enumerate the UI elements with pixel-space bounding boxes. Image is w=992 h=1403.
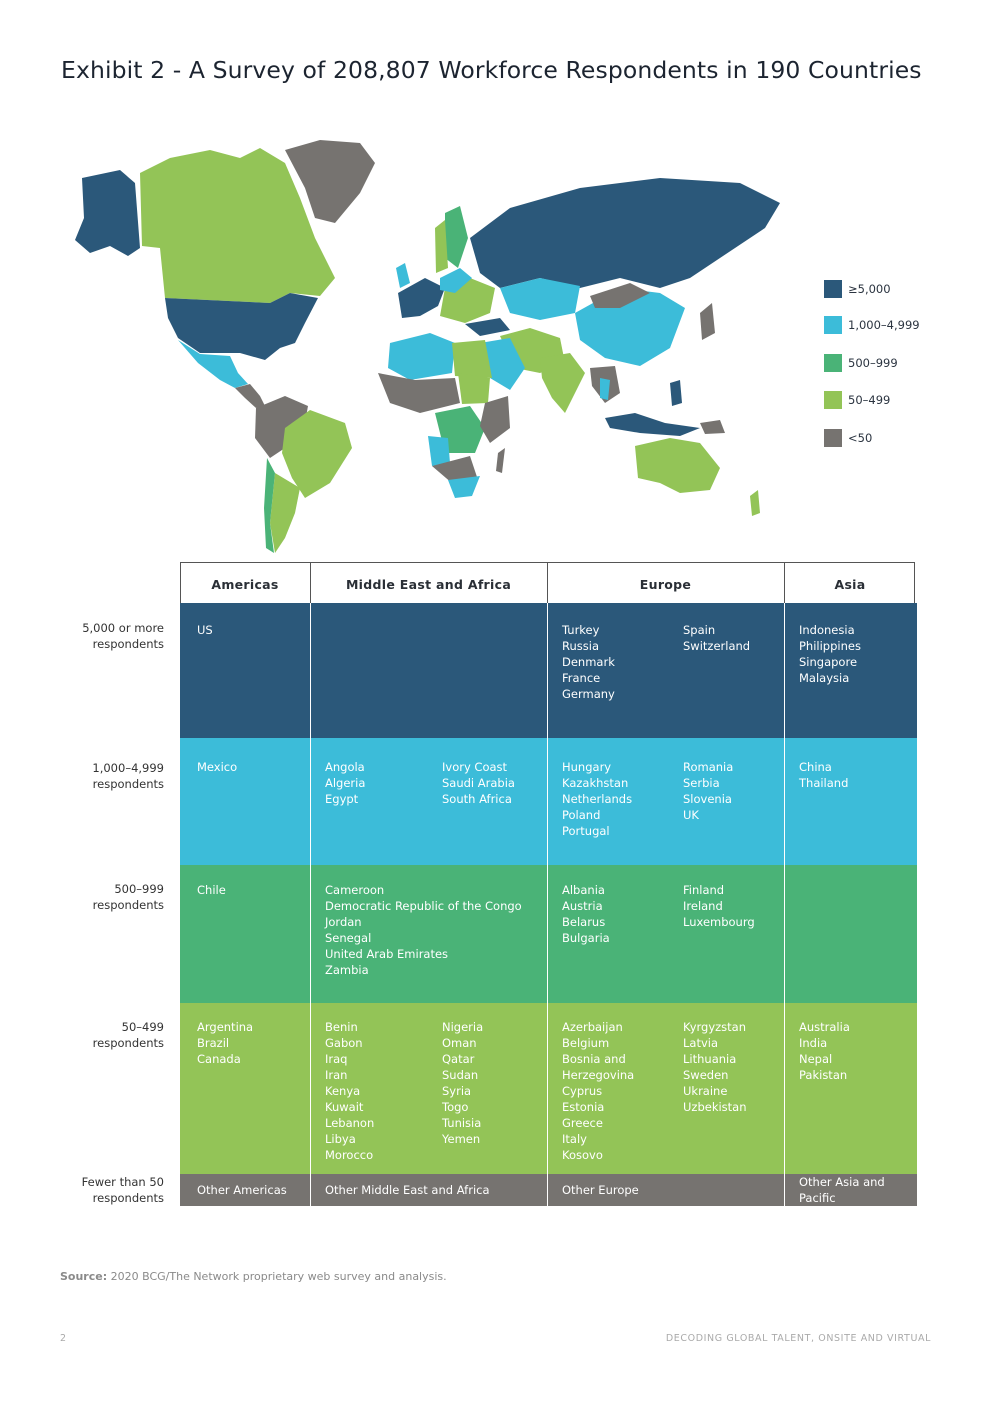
legend-label: 500–999 (848, 356, 898, 370)
country-name: Latvia (683, 1036, 719, 1050)
country-name: Iran (325, 1068, 348, 1082)
legend-item-500-999 (824, 354, 944, 374)
country-name: Philippines (799, 639, 861, 653)
region-indonesia (605, 413, 700, 436)
table-cell-europe-a (562, 759, 632, 839)
country-name: Saudi Arabia (442, 776, 515, 790)
legend-label: 1,000–4,999 (848, 318, 920, 332)
country-name: Belgium (562, 1036, 610, 1050)
table-cell-mea-a (325, 882, 522, 978)
country-name: Bulgaria (562, 931, 610, 945)
table-cell-americas (197, 882, 226, 898)
country-name: Qatar (442, 1052, 475, 1066)
country-name: Other Europe (562, 1183, 639, 1197)
country-name: Algeria (325, 776, 366, 790)
country-name: Libya (325, 1132, 356, 1146)
country-name: Thailand (799, 776, 849, 790)
country-name: Portugal (562, 824, 610, 838)
legend-swatch (824, 354, 842, 372)
exhibit-title: Exhibit 2 - A Survey of 208,807 Workforce Respondents in 190 Countries (61, 56, 922, 84)
legend-swatch (824, 429, 842, 447)
row-label-line: 500–999 (114, 882, 164, 896)
country-name: Pakistan (799, 1068, 848, 1082)
region-north-africa (388, 333, 455, 380)
country-name: India (799, 1036, 828, 1050)
country-name: Finland (683, 883, 725, 897)
region-uk (396, 263, 410, 288)
country-name: Kuwait (325, 1100, 364, 1114)
country-name: Brazil (197, 1036, 230, 1050)
country-name: Australia (799, 1020, 850, 1034)
legend-item-50-499 (824, 391, 944, 411)
row-label-tier-5 (40, 1174, 164, 1206)
column-divider (310, 603, 311, 1206)
country-name: Sweden (683, 1068, 729, 1082)
country-name: Romania (683, 760, 734, 774)
country-name: Denmark (562, 655, 615, 669)
country-name: Switzerland (683, 639, 751, 653)
country-name: Pacific (799, 1191, 836, 1205)
country-name: Egypt (325, 792, 359, 806)
country-name: Belarus (562, 915, 606, 929)
region-libya-egypt (452, 340, 492, 378)
table-cell-mea-b (442, 759, 515, 807)
row-label-line: respondents (92, 898, 164, 912)
country-name: Ukraine (683, 1084, 728, 1098)
country-name: Austria (562, 899, 603, 913)
country-name: Oman (442, 1036, 477, 1050)
table-cell-europe-b (683, 622, 750, 654)
country-name: Italy (562, 1132, 587, 1146)
region-india (540, 353, 585, 413)
country-name: Russia (562, 639, 599, 653)
column-divider (547, 603, 548, 1206)
row-label-line: respondents (92, 637, 164, 651)
legend-label: <50 (848, 431, 873, 445)
country-name: Gabon (325, 1036, 363, 1050)
page-number: 2 (60, 1333, 67, 1344)
table-cell-mea-a (325, 1182, 490, 1198)
legend-item-under-50 (824, 429, 944, 449)
row-label-tier-2 (40, 760, 164, 792)
region-madagascar (496, 448, 505, 473)
table-cell-europe-b (683, 1019, 747, 1115)
country-name: Estonia (562, 1100, 605, 1114)
country-name: Zambia (325, 963, 369, 977)
table-cell-mea-b (442, 1019, 483, 1147)
country-name: Spain (683, 623, 716, 637)
legend-label: ≥5,000 (848, 282, 891, 296)
country-name: Cameroon (325, 883, 385, 897)
row-label-tier-1 (40, 620, 164, 652)
country-name: Jordan (325, 915, 362, 929)
country-name: France (562, 671, 601, 685)
country-name: US (197, 623, 213, 637)
legend-swatch (824, 280, 842, 298)
country-name: Albania (562, 883, 605, 897)
country-name: Tunisia (442, 1116, 482, 1130)
region-central-america (235, 384, 265, 408)
footer-title: DECODING GLOBAL TALENT, ONSITE AND VIRTUAL (665, 1333, 931, 1344)
region-sudan (458, 373, 490, 404)
country-name: Yemen (442, 1132, 481, 1146)
table-cell-mea-a (325, 759, 365, 807)
country-name: Serbia (683, 776, 720, 790)
table-cell-asia (799, 759, 848, 791)
row-label-line: respondents (92, 777, 164, 791)
country-name: Hungary (562, 760, 612, 774)
country-name: Kazakhstan (562, 776, 629, 790)
country-name: Angola (325, 760, 365, 774)
country-name: Kenya (325, 1084, 361, 1098)
country-name: Lebanon (325, 1116, 375, 1130)
table-cell-americas (197, 622, 213, 638)
country-name: Kosovo (562, 1148, 603, 1162)
country-name: Senegal (325, 931, 372, 945)
country-name: Other Asia and (799, 1175, 885, 1189)
row-label-line: respondents (92, 1191, 164, 1205)
region-angola (428, 436, 450, 466)
region-new-zealand (750, 490, 760, 516)
column-header-mea: Middle East and Africa (345, 577, 512, 592)
country-name: Indonesia (799, 623, 855, 637)
band-tier-500-999 (180, 865, 917, 1003)
country-name: China (799, 760, 832, 774)
table-cell-europe-a (562, 1182, 639, 1198)
legend-item-1000-4999 (824, 316, 944, 336)
row-label-line: Fewer than 50 (81, 1175, 164, 1189)
legend-swatch (824, 316, 842, 334)
world-map (60, 128, 800, 558)
column-header-asia: Asia (834, 577, 866, 592)
table-cell-americas (197, 759, 237, 775)
legend-swatch (824, 391, 842, 409)
country-name: Benin (325, 1020, 358, 1034)
country-name: Ivory Coast (442, 760, 508, 774)
country-name: Lithuania (683, 1052, 737, 1066)
row-label-line: 1,000–4,999 (92, 761, 164, 775)
table-cell-europe-b (683, 759, 733, 823)
country-name: Argentina (197, 1020, 254, 1034)
country-name: Iraq (325, 1052, 348, 1066)
region-philippines (670, 380, 682, 406)
region-argentina (270, 473, 300, 553)
country-name: Kyrgyzstan (683, 1020, 747, 1034)
country-name: Cyprus (562, 1084, 603, 1098)
country-name: Greece (562, 1116, 603, 1130)
table-cell-americas (197, 1182, 287, 1198)
table-cell-mea-a (325, 1019, 374, 1163)
region-russia (470, 178, 780, 288)
region-alaska (75, 170, 140, 256)
country-name: Azerbaijan (562, 1020, 623, 1034)
table-cell-europe-b (683, 882, 755, 930)
table-cell-europe-a (562, 622, 615, 702)
table-cell-asia (799, 622, 861, 686)
country-name: Ireland (683, 899, 723, 913)
row-label-line: 5,000 or more (82, 621, 164, 635)
band-tier-1000-4999 (180, 738, 917, 865)
region-australia (635, 438, 720, 493)
country-name: Nigeria (442, 1020, 484, 1034)
country-name: Syria (442, 1084, 472, 1098)
column-header-americas: Americas (211, 577, 279, 592)
table-cell-americas (197, 1019, 253, 1067)
row-label-line: respondents (92, 1036, 164, 1050)
country-name: United Arab Emirates (325, 947, 449, 961)
region-japan (700, 303, 715, 340)
column-divider (784, 603, 785, 1206)
country-name: Poland (562, 808, 601, 822)
country-name: South Africa (442, 792, 512, 806)
country-name: Morocco (325, 1148, 374, 1162)
table-cell-asia (799, 1019, 850, 1083)
country-name: Germany (562, 687, 615, 701)
region-scandinavia (445, 206, 468, 268)
country-name: UK (683, 808, 699, 822)
country-name: Chile (197, 883, 226, 897)
source-label: Source: (60, 1270, 108, 1283)
country-name: Slovenia (683, 792, 732, 806)
country-name: Other Americas (197, 1183, 287, 1197)
country-name: Canada (197, 1052, 241, 1066)
row-label-tier-3 (40, 881, 164, 913)
country-name: Uzbekistan (683, 1100, 747, 1114)
region-west-africa (378, 373, 460, 413)
region-turkey (465, 318, 510, 336)
row-label-tier-4 (40, 1019, 164, 1051)
country-name: Nepal (799, 1052, 833, 1066)
country-name: Bosnia and (562, 1052, 626, 1066)
country-name: Mexico (197, 760, 238, 774)
country-name: Singapore (799, 655, 858, 669)
country-name: Luxembourg (683, 915, 755, 929)
country-name: Netherlands (562, 792, 633, 806)
country-name: Turkey (562, 623, 600, 637)
table-cell-europe-a (562, 882, 610, 946)
legend-item-5000-plus (824, 280, 944, 300)
table-cell-europe-a (562, 1019, 634, 1163)
source-note (60, 1270, 447, 1283)
region-png (700, 420, 725, 434)
row-label-line: 50–499 (121, 1020, 164, 1034)
country-name: Malaysia (799, 671, 850, 685)
legend-label: 50–499 (848, 393, 891, 407)
country-name: Other Middle East and Africa (325, 1183, 490, 1197)
column-header-europe: Europe (639, 577, 692, 592)
country-name: Herzegovina (562, 1068, 635, 1082)
country-name: Democratic Republic of the Congo (325, 899, 522, 913)
source-text: 2020 BCG/The Network proprietary web survey and analysis. (107, 1270, 447, 1283)
country-name: Togo (442, 1100, 469, 1114)
country-name: Sudan (442, 1068, 479, 1082)
table-cell-asia (799, 1174, 885, 1206)
